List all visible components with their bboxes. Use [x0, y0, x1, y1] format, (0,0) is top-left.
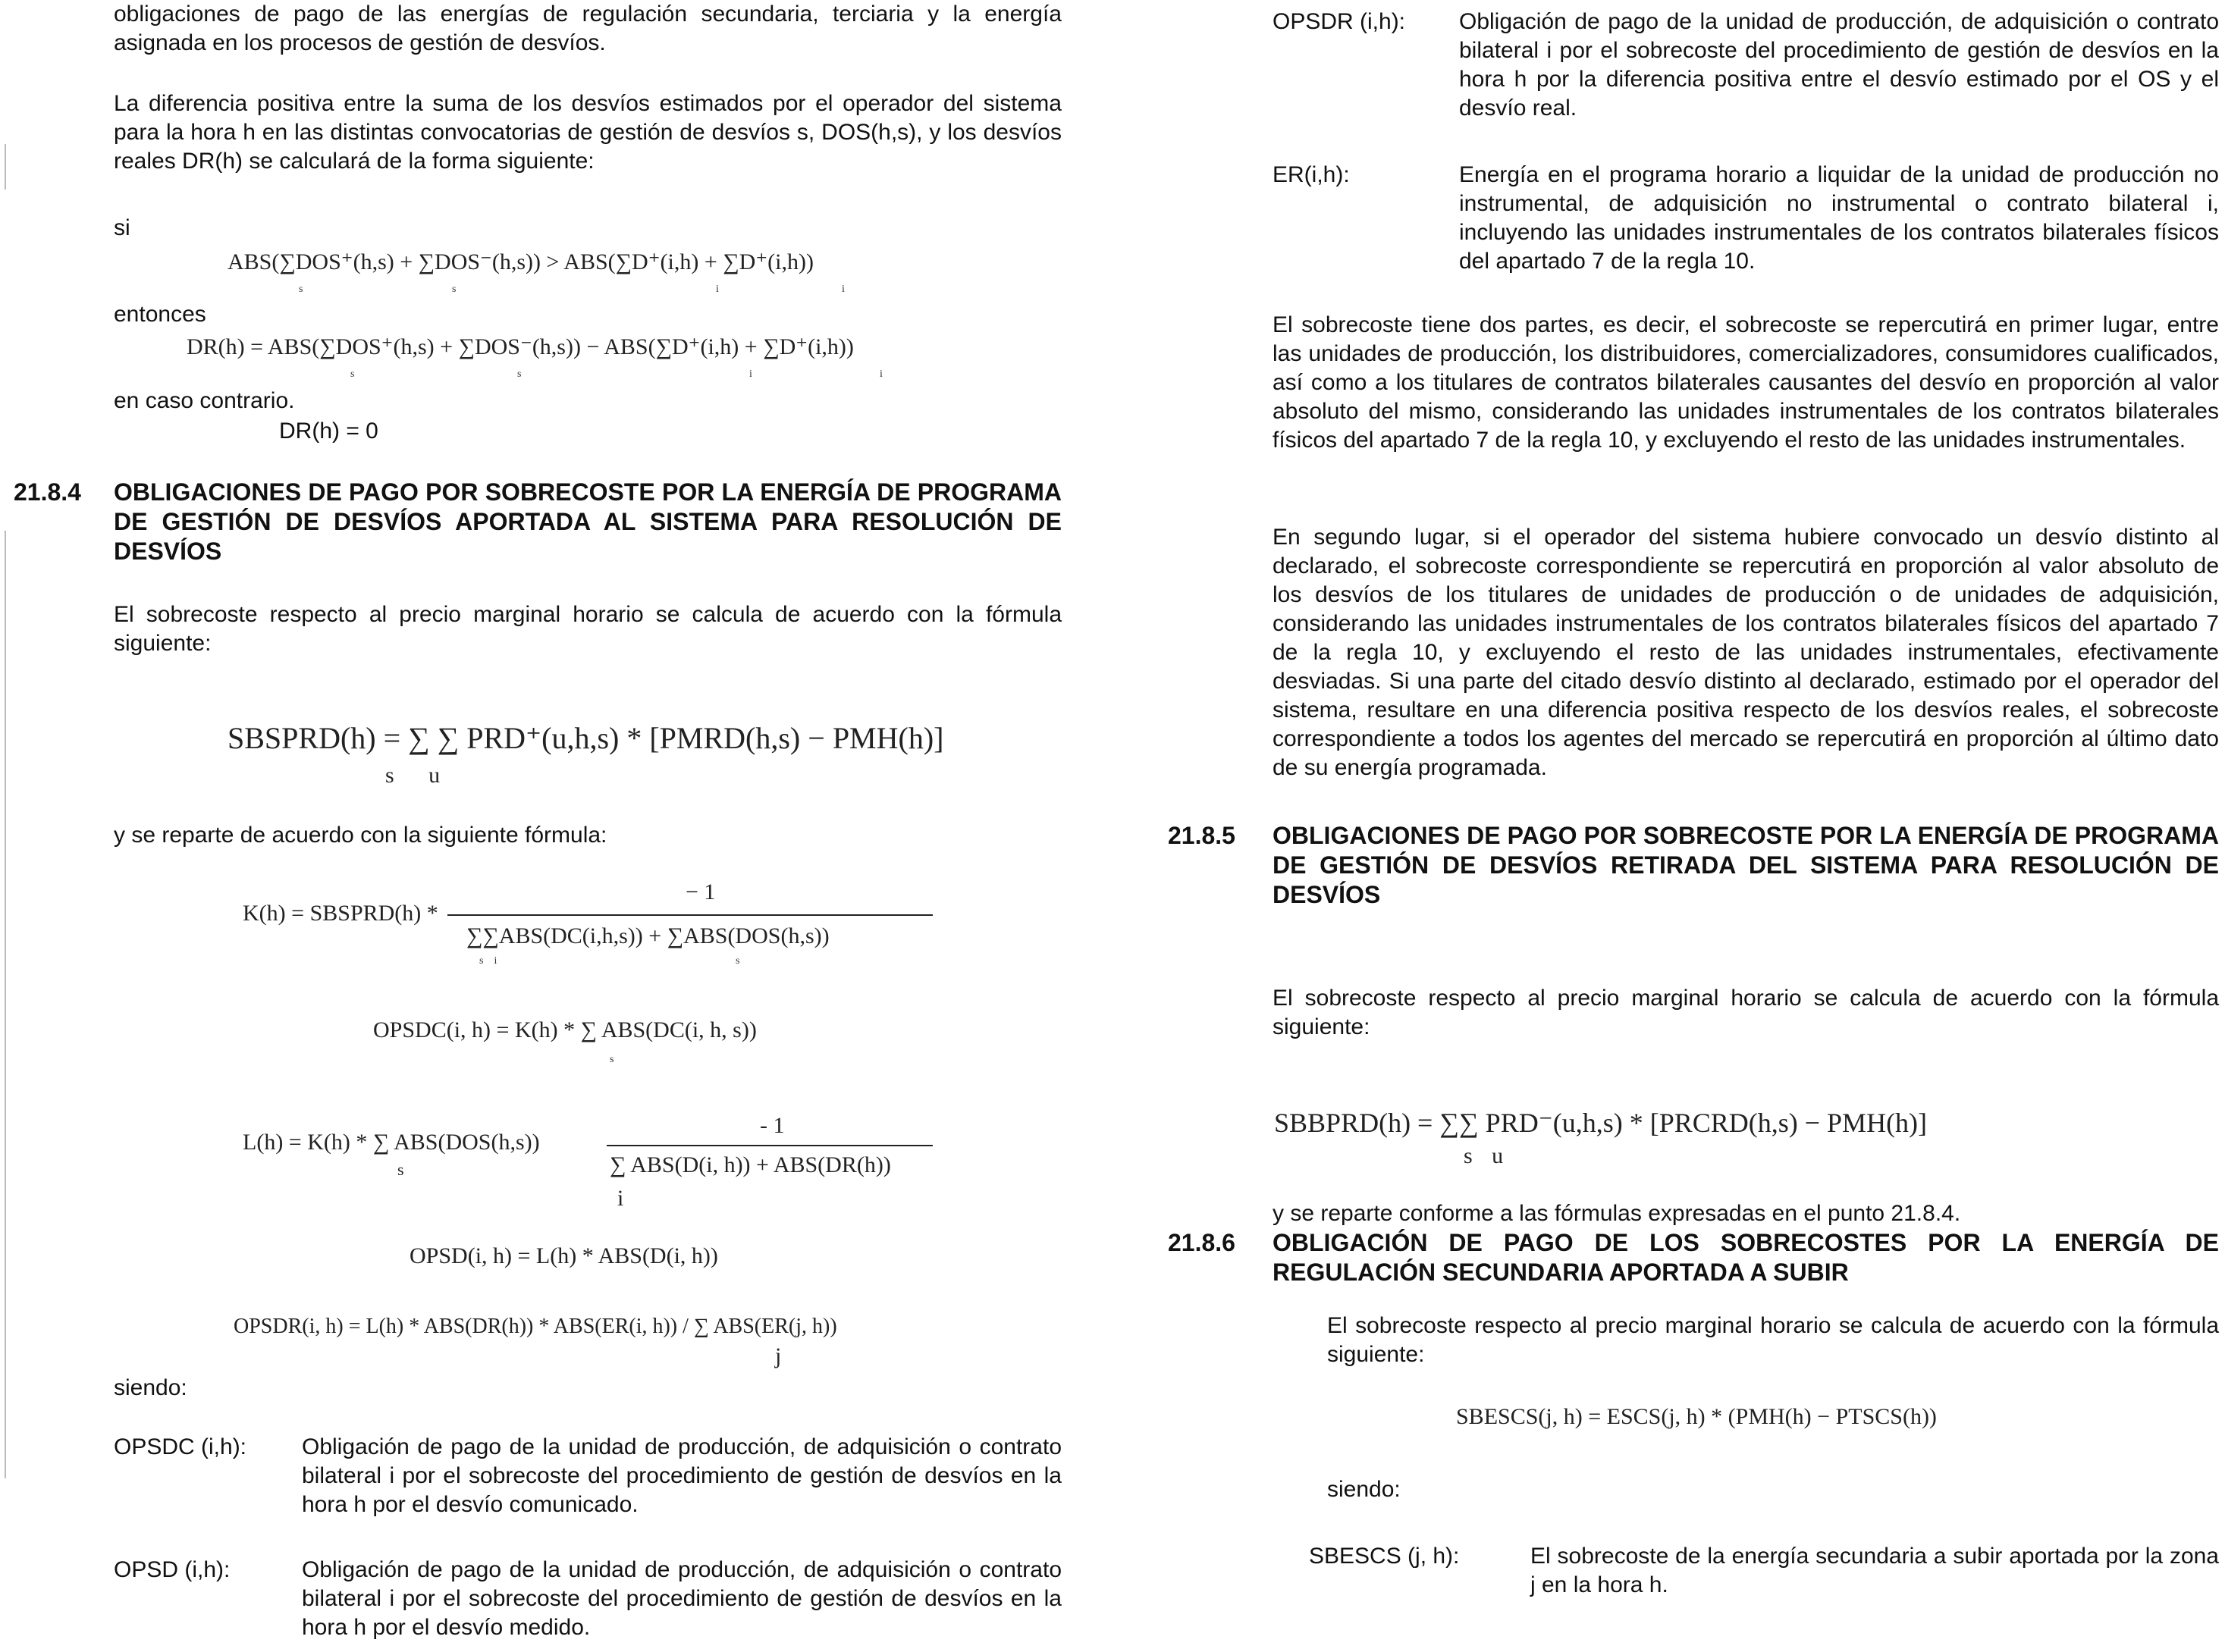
label-si: si	[114, 215, 130, 240]
definition-term-er: ER(i,h):	[1273, 162, 1350, 187]
paragraph-top: obligaciones de pago de las energías de regulación secundaria, terciaria y la energía asignada en los procesos de gestión de desvíos.	[114, 2, 1062, 55]
equation-opsdc-subscript: s	[610, 1054, 614, 1065]
paragraph-sobrecoste-21-8-6: El sobrecoste respecto al precio marginal horario se calcula de acuerdo con la fórmula siguiente:	[1327, 1313, 2219, 1367]
equation-sbescs: SBESCS(j, h) = ESCS(j, h) * (PMH(h) − PTSCS(h))	[1456, 1404, 1937, 1429]
equation-condition-subscripts: i	[842, 284, 845, 295]
equation-k-fraction-bar	[447, 914, 933, 916]
section-number-21-8-4: 21.8.4	[14, 478, 81, 506]
equation-l-lhs: L(h) = K(h) * ∑ ABS(DOS(h,s))	[243, 1130, 540, 1155]
section-title-21-8-5: OBLIGACIONES DE PAGO POR SOBRECOSTE POR LA ENERGÍA DE PROGRAMA DE GESTIÓN DE DESVÍOS RETIRADA DEL SISTEMA PARA RESOLUCIÓN DE DESVÍOS	[1273, 822, 2219, 908]
equation-dr-subscripts: s	[517, 368, 522, 380]
equation-dr: DR(h) = ABS(∑DOS⁺(h,s) + ∑DOS⁻(h,s)) − ABS(∑D⁺(i,h) + ∑D⁺(i,h))	[187, 334, 854, 359]
equation-k-lhs: K(h) = SBSPRD(h) *	[243, 901, 438, 926]
section-title-21-8-4: OBLIGACIONES DE PAGO POR SOBRECOSTE POR LA ENERGÍA DE PROGRAMA DE GESTIÓN DE DESVÍOS APORTADA AL SISTEMA PARA RESOLUCIÓN DE DESVÍOS	[114, 478, 1062, 565]
equation-condition-subscripts: i	[716, 284, 719, 295]
definition-text-opsd: Obligación de pago de la unidad de producción, de adquisición o contrato bilateral i por el sobrecoste del procedimiento de gestión de desvíos en la hora h por el desvío medido.	[302, 1557, 1062, 1640]
label-siendo-right: siendo:	[1327, 1477, 1401, 1502]
paragraph-difference: La diferencia positiva entre la suma de los desvíos estimados por el operador del sistema para la hora h en las distintas convocatorias de gestión de desvíos s, DOS(h,s), y los desvíos reales DR(h) se calculará de la forma siguiente:	[114, 91, 1062, 174]
paragraph-reparte-21-8-5: y se reparte conforme a las fórmulas expresadas en el punto 21.8.4.	[1273, 1201, 1961, 1226]
equation-sbsprd: SBSPRD(h) = ∑ ∑ PRD⁺(u,h,s) * [PMRD(h,s) − PMH(h)]	[228, 721, 944, 755]
label-en-caso-contrario: en caso contrario.	[114, 388, 295, 413]
label-entonces: entonces	[114, 302, 206, 327]
scan-edge-mark	[5, 144, 6, 190]
definition-text-opsdr: Obligación de pago de la unidad de producción, de adquisición o contrato bilateral i por el sobrecoste del procedimiento de gestión de desvíos en la hora h por la diferencia positiva entre el desvío estimado por el OS y el desvío real.	[1459, 9, 2219, 121]
equation-condition-subscripts: s	[452, 284, 457, 295]
section-number-21-8-6: 21.8.6	[1168, 1229, 1235, 1256]
equation-opsdr-subscript: j	[775, 1343, 782, 1368]
equation-sbbprd-subscripts: s u	[1464, 1143, 1504, 1168]
equation-condition-subscripts: s	[299, 284, 303, 295]
paragraph-segundo-lugar: En segundo lugar, si el operador del sistema hubiere convocado un desvío distinto al declarado, el sobrecoste correspondiente se repercutirá en proporción al valor absoluto de los desvíos de los titulares de unidades de producción o de unidades de adquisición, considerando las unidades instrumentales de los contratos bilaterales físicos del apartado 7 de la regla 10, y excluyendo el resto de las unidades instrumentales, efectivamente desviadas. Si una parte del citado desvío distinto al declarado, estimado por el operador del sistema, resultare en una diferencia positiva respecto de los desvíos reales, el sobrecoste correspondiente a todos los agentes del mercado se repercutirá en proporción al último dato de su energía programada.	[1273, 525, 2219, 780]
equation-sbbprd: SBBPRD(h) = ∑∑ PRD⁻(u,h,s) * [PRCRD(h,s) − PMH(h)]	[1274, 1108, 1928, 1138]
definition-text-er: Energía en el programa horario a liquidar de la unidad de producción no instrumental, de adquisición no instrumental o contrato bilateral i, incluyendo las unidades instrumentales de los contratos bilaterales físicos del apartado 7 de la regla 10.	[1459, 162, 2219, 274]
equation-k-subscripts: s	[736, 955, 740, 967]
equation-opsdr: OPSDR(i, h) = L(h) * ABS(DR(h)) * ABS(ER(i, h)) / ∑ ABS(ER(j, h))	[234, 1315, 837, 1338]
equation-dr-zero: DR(h) = 0	[279, 418, 378, 444]
definition-term-opsd: OPSD (i,h):	[114, 1557, 231, 1582]
equation-dr-subscripts: i	[749, 368, 752, 380]
equation-l-sub-i: i	[617, 1186, 624, 1211]
paragraph-sobrecoste: El sobrecoste respecto al precio marginal horario se calcula de acuerdo con la fórmula siguiente:	[114, 602, 1062, 656]
equation-dr-subscripts: s	[350, 368, 355, 380]
equation-opsd: OPSD(i, h) = L(h) * ABS(D(i, h))	[410, 1243, 718, 1268]
definition-term-opsdr: OPSDR (i,h):	[1273, 9, 1406, 34]
equation-k-denominator: ∑∑ABS(DC(i,h,s)) + ∑ABS(DOS(h,s))	[466, 923, 830, 948]
paragraph-reparte: y se reparte de acuerdo con la siguiente fórmula:	[114, 823, 607, 848]
equation-condition: ABS(∑DOS⁺(h,s) + ∑DOS⁻(h,s)) > ABS(∑D⁺(i,h) + ∑D⁺(i,h))	[228, 249, 814, 274]
section-number-21-8-5: 21.8.5	[1168, 822, 1235, 849]
equation-l-fraction-bar	[607, 1145, 933, 1146]
equation-k-subscripts: s i	[479, 955, 497, 967]
equation-opsdc: OPSDC(i, h) = K(h) * ∑ ABS(DC(i, h, s))	[373, 1017, 757, 1042]
equation-l-denominator: ∑ ABS(D(i, h)) + ABS(DR(h))	[610, 1152, 891, 1177]
paragraph-sobrecoste-21-8-5: El sobrecoste respecto al precio marginal horario se calcula de acuerdo con la fórmula siguiente:	[1273, 986, 2219, 1039]
definition-term-sbescs: SBESCS (j, h):	[1309, 1544, 1460, 1569]
equation-l-sub-s: s	[397, 1160, 404, 1179]
definition-text-sbescs: El sobrecoste de la energía secundaria a subir aportada por la zona j en la hora h.	[1530, 1544, 2219, 1597]
definition-term-opsdc: OPSDC (i,h):	[114, 1434, 247, 1459]
paragraph-dos-partes: El sobrecoste tiene dos partes, es decir, el sobrecoste se repercutirá en primer lugar, entre las unidades de producción, los distribuidores, comercializadores, consumidores cualificados, así como a los titulares de contratos bilaterales causantes del desvío en proporción al valor absoluto del mismo, considerando las unidades instrumentales de los contratos bilaterales físicos del apartado 7 de la regla 10, y excluyendo el resto de las unidades instrumentales.	[1273, 312, 2219, 453]
equation-l-numerator: - 1	[760, 1113, 785, 1138]
equation-k-numerator: − 1	[686, 879, 716, 904]
definition-text-opsdc: Obligación de pago de la unidad de producción, de adquisición o contrato bilateral i por el sobrecoste del procedimiento de gestión de desvíos en la hora h por el desvío comunicado.	[302, 1434, 1062, 1517]
scan-edge-mark	[5, 531, 6, 1478]
equation-dr-subscripts: i	[880, 368, 883, 380]
label-siendo: siendo:	[114, 1375, 187, 1400]
equation-sbsprd-subscripts: s u	[385, 763, 441, 788]
section-title-21-8-6: OBLIGACIÓN DE PAGO DE LOS SOBRECOSTES POR LA ENERGÍA DE REGULACIÓN SECUNDARIA APORTADA A SUBIR	[1273, 1229, 2219, 1286]
